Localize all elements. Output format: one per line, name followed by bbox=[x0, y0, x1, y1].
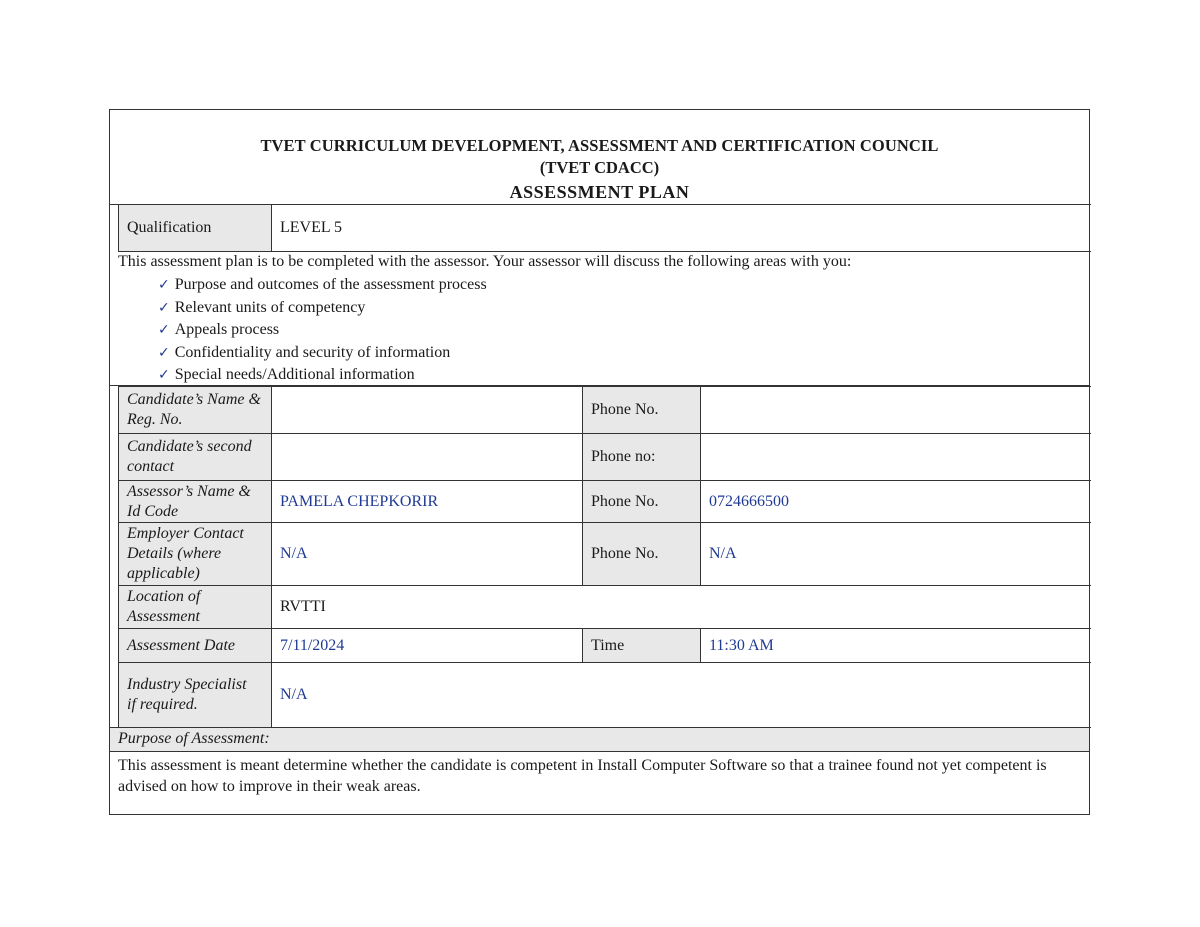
employer-phone-label: Phone No. bbox=[591, 545, 659, 562]
form-header bbox=[110, 110, 1089, 205]
intro-text: This assessment plan is to be completed with the assessor. Your assessor will discuss the following areas with you: bbox=[118, 253, 852, 270]
assessor-phone-value: 0724666500 bbox=[709, 492, 789, 510]
checkmark-icon: ✓ bbox=[158, 277, 170, 293]
second-contact-label-cell bbox=[118, 433, 272, 481]
time-label: Time bbox=[591, 636, 625, 654]
discussion-areas-list bbox=[158, 274, 487, 387]
qualification-label: Qualification bbox=[127, 219, 212, 236]
assessment-date-value: 7/11/2024 bbox=[280, 636, 345, 654]
assessor-phone-field[interactable] bbox=[700, 480, 1091, 523]
list-item: ✓ Confidentiality and security of information bbox=[158, 343, 451, 361]
date-label: Assessment Date bbox=[127, 636, 235, 654]
list-item: ✓ Relevant units of competency bbox=[158, 298, 366, 316]
assessor-name-field[interactable] bbox=[271, 480, 583, 523]
assessor-label-cell bbox=[118, 480, 272, 523]
second-contact-phone-label-cell bbox=[582, 433, 701, 481]
candidate-phone-field[interactable] bbox=[700, 386, 1091, 434]
employer-contact-value: N/A bbox=[280, 545, 308, 562]
employer-label-cell bbox=[118, 522, 272, 586]
list-item: ✓ Purpose and outcomes of the assessment process bbox=[158, 276, 487, 293]
specialist-label-cell bbox=[118, 662, 272, 728]
candidate-phone-label-cell bbox=[582, 386, 701, 434]
qualification-value-cell[interactable] bbox=[271, 204, 1091, 252]
purpose-heading-row bbox=[110, 727, 1089, 752]
second-contact-phone-label: Phone no: bbox=[591, 448, 656, 465]
qualification-label-cell bbox=[118, 204, 272, 252]
candidate-name-label: Candidate’s Name & Reg. No. bbox=[127, 391, 261, 428]
checkmark-icon: ✓ bbox=[158, 344, 170, 361]
assessment-time-value: 11:30 AM bbox=[709, 636, 774, 654]
assessor-phone-label: Phone No. bbox=[591, 492, 659, 510]
employer-contact-field[interactable] bbox=[271, 522, 583, 586]
location-field[interactable] bbox=[271, 585, 1091, 629]
specialist-field[interactable] bbox=[271, 662, 1091, 728]
location-label-cell bbox=[118, 585, 272, 629]
assessment-date-field[interactable] bbox=[271, 628, 583, 663]
assessment-intro bbox=[110, 251, 1089, 386]
second-contact-label: Candidate’s second contact bbox=[127, 438, 252, 475]
assessor-name-value: PAMELA CHEPKORIR bbox=[280, 492, 439, 510]
employer-phone-field[interactable] bbox=[700, 522, 1091, 586]
assessor-label: Assessor’s Name & Id Code bbox=[127, 482, 251, 520]
council-acronym: (TVET CDACC) bbox=[539, 158, 660, 177]
checkmark-icon: ✓ bbox=[158, 322, 170, 339]
qualification-value: LEVEL 5 bbox=[280, 219, 343, 236]
list-item: ✓ Special needs/Additional information bbox=[158, 366, 415, 384]
employer-phone-label-cell bbox=[582, 522, 701, 586]
employer-phone-value: N/A bbox=[709, 545, 737, 562]
form-title: ASSESSMENT PLAN bbox=[509, 182, 690, 202]
date-label-cell bbox=[118, 628, 272, 663]
location-value: RVTTI bbox=[280, 598, 326, 615]
purpose-text: This assessment is meant determine whether the candidate is competent in Install Computer Software so that a trainee found not yet competent is advised on how to improve in their weak areas. bbox=[118, 757, 1047, 795]
candidate-phone-label: Phone No. bbox=[591, 401, 659, 418]
employer-label: Employer Contact Details (where applicable) bbox=[127, 525, 244, 582]
second-contact-phone-field[interactable] bbox=[700, 433, 1091, 481]
council-name: TVET CURRICULUM DEVELOPMENT, ASSESSMENT AND CERTIFICATION COUNCIL bbox=[260, 136, 939, 155]
candidate-name-label-cell bbox=[118, 386, 272, 434]
specialist-value: N/A bbox=[280, 686, 308, 703]
candidate-name-field[interactable] bbox=[271, 386, 583, 434]
assessment-plan-form bbox=[109, 109, 1090, 815]
list-item: ✓ Appeals process bbox=[158, 321, 280, 339]
second-contact-field[interactable] bbox=[271, 433, 583, 481]
specialist-label: Industry Specialist if required. bbox=[127, 676, 247, 713]
assessment-time-field[interactable] bbox=[700, 628, 1091, 663]
time-label-cell bbox=[582, 628, 701, 663]
checkmark-icon: ✓ bbox=[158, 367, 170, 384]
assessor-phone-label-cell bbox=[582, 480, 701, 523]
purpose-heading: Purpose of Assessment: bbox=[118, 730, 270, 747]
location-label: Location of Assessment bbox=[127, 588, 201, 625]
checkmark-icon: ✓ bbox=[158, 299, 170, 316]
